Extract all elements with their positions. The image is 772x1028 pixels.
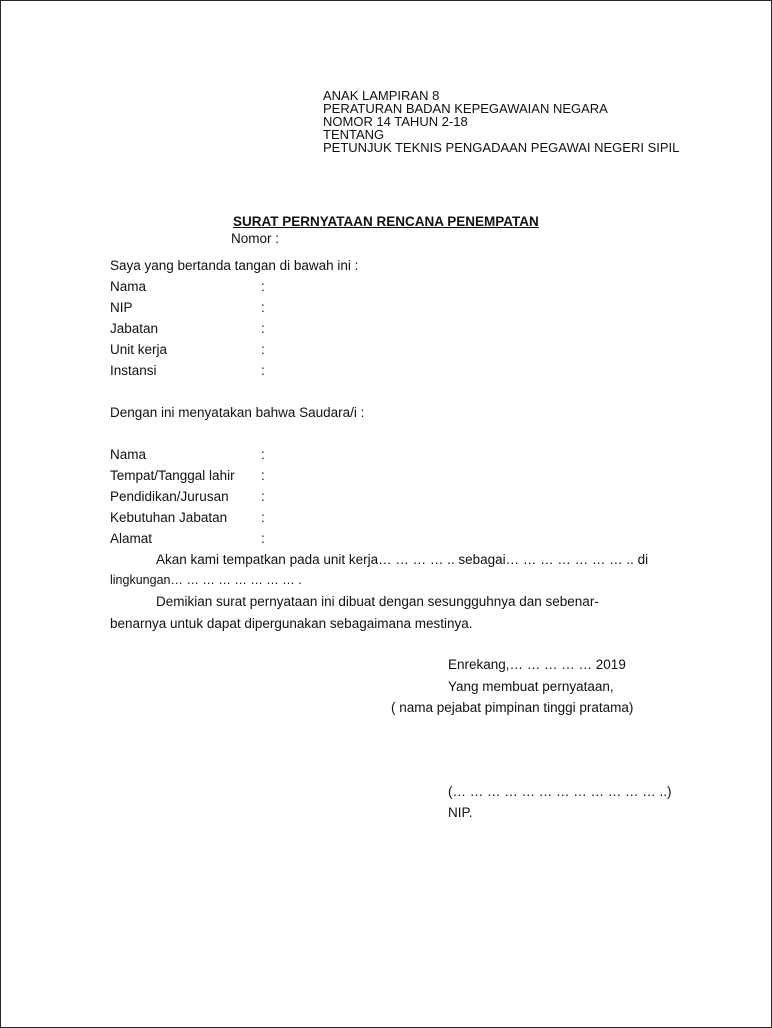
field-colon: : <box>261 342 265 357</box>
field-label-unit-kerja: Unit kerja <box>110 342 168 357</box>
header-line-number: NOMOR 14 TAHUN 2-18 <box>323 114 468 129</box>
header-line-regulation: PERATURAN BADAN KEPEGAWAIAN NEGARA <box>323 101 608 116</box>
signature-place-date: Enrekang,… … … … … 2019 <box>448 657 626 672</box>
field-colon: : <box>261 489 265 504</box>
signature-name-line: (… … … … … … … … … … … … ..) <box>448 784 672 799</box>
closing-line-2: benarnya untuk dapat dipergunakan sebagaimana mestinya. <box>110 616 473 631</box>
intro-text: Saya yang bertanda tangan di bawah ini : <box>110 258 359 273</box>
subject-label-position-need: Kebutuhan Jabatan <box>110 510 228 525</box>
placement-line-2: lingkungan… … … … … … … … . <box>110 573 302 587</box>
subject-label-education: Pendidikan/Jurusan <box>110 489 229 504</box>
field-label-nip: NIP <box>110 300 133 315</box>
header-line-subject: PETUNJUK TEKNIS PENGADAAN PEGAWAI NEGERI SIPIL <box>323 140 680 155</box>
field-label-instansi: Instansi <box>110 363 157 378</box>
header-line-attachment: ANAK LAMPIRAN 8 <box>323 88 440 103</box>
document-title: SURAT PERNYATAAN RENCANA PENEMPATAN <box>233 214 539 229</box>
field-colon: : <box>261 321 265 336</box>
field-colon: : <box>261 447 265 462</box>
document-number: Nomor : <box>231 231 280 246</box>
field-colon: : <box>261 300 265 315</box>
signature-maker: Yang membuat pernyataan, <box>448 679 614 694</box>
field-colon: : <box>261 531 265 546</box>
signature-nip: NIP. <box>448 805 473 820</box>
header-line-about: TENTANG <box>323 127 385 142</box>
subject-label-nama: Nama <box>110 447 147 462</box>
subject-label-birth: Tempat/Tanggal lahir <box>110 468 235 483</box>
signature-role: ( nama pejabat pimpinan tinggi pratama) <box>391 700 634 715</box>
field-label-jabatan: Jabatan <box>110 321 159 336</box>
closing-line-1: Demikian surat pernyataan ini dibuat dengan sesungguhnya dan sebenar- <box>156 594 599 609</box>
field-colon: : <box>261 279 265 294</box>
subject-label-address: Alamat <box>110 531 153 546</box>
field-label-nama: Nama <box>110 279 147 294</box>
statement-text: Dengan ini menyatakan bahwa Saudara/i : <box>110 405 365 420</box>
field-colon: : <box>261 363 265 378</box>
field-colon: : <box>261 468 265 483</box>
placement-line-1: Akan kami tempatkan pada unit kerja… … … … .. sebagai… … … … … … … .. di <box>156 552 649 567</box>
field-colon: : <box>261 510 265 525</box>
